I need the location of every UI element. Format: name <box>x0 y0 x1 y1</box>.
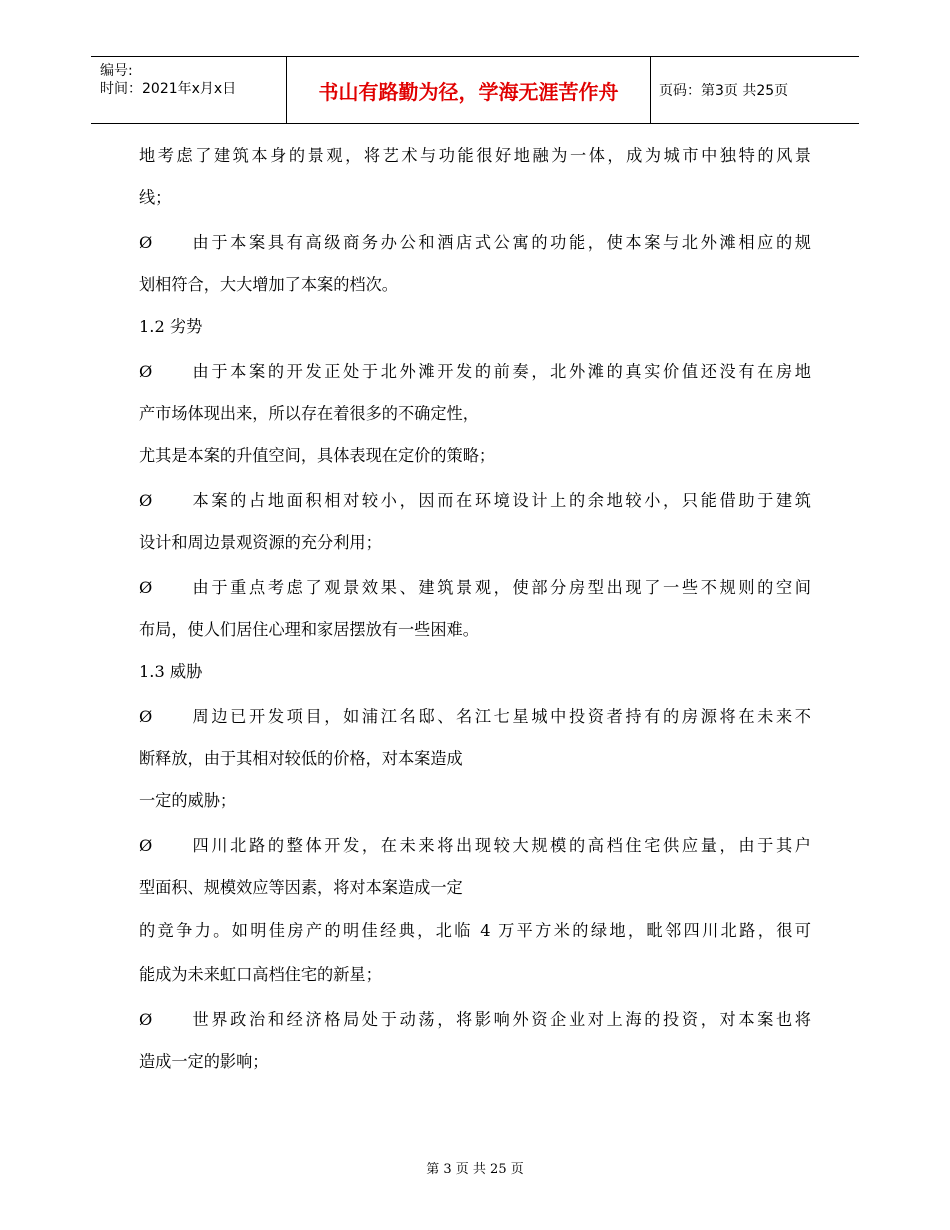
body-line: 产市场体现出来，所以存在着很多的不确定性， <box>139 404 479 423</box>
body-line: Ø 周边已开发项目，如浦江名邸、名江七星城中投资者持有的房源将在未来不 <box>139 707 811 726</box>
header-motto: 书山有路勤为径，学海无涯苦作舟 <box>318 79 619 104</box>
body-line: Ø 由于本案的开发正处于北外滩开发的前奏，北外滩的真实价值还没有在房地 <box>139 362 811 381</box>
header-page-cell <box>650 57 859 123</box>
body-line: 线； <box>139 188 172 207</box>
header-meta <box>91 57 286 123</box>
body-line: Ø 由于本案具有高级商务办公和酒店式公寓的功能，使本案与北外滩相应的规 <box>139 233 811 252</box>
header-motto-cell <box>286 57 651 123</box>
body-line: 划相符合，大大增加了本案的档次。 <box>139 275 398 294</box>
body-line: 尤其是本案的升值空间，具体表现在定价的策略； <box>139 446 496 465</box>
body-line: Ø 由于重点考虑了观景效果、建筑景观，使部分房型出现了一些不规则的空间 <box>139 578 811 597</box>
body-line: 断释放，由于其相对较低的价格，对本案造成 <box>139 749 463 768</box>
header-page-info: 页码：第3页 共25页 <box>659 83 789 99</box>
body-line: Ø 世界政治和经济格局处于动荡，将影响外资企业对上海的投资，对本案也将 <box>139 1010 811 1029</box>
body-line: 型面积、规模效应等因素，将对本案造成一定 <box>139 878 463 897</box>
document-number-label: 编号: <box>100 63 133 79</box>
page-footer: 第 3 页 共 25 页 <box>426 1162 524 1177</box>
section-heading: 1.2 劣势 <box>139 317 203 336</box>
body-line: 一定的威胁； <box>139 791 237 810</box>
page-header <box>91 56 859 124</box>
section-heading: 1.3 威胁 <box>139 662 203 681</box>
body-line: 设计和周边景观资源的充分利用； <box>139 533 382 552</box>
body-line: 造成一定的影响； <box>139 1052 269 1071</box>
document-time-label: 时间：2021年x月x日 <box>100 81 237 97</box>
body-line: Ø 本案的占地面积相对较小，因而在环境设计上的余地较小，只能借助于建筑 <box>139 491 811 510</box>
body-line: 布局，使人们居住心理和家居摆放有一些困难。 <box>139 620 479 639</box>
body-line: 的竞争力。如明佳房产的明佳经典，北临 4 万平方米的绿地，毗邻四川北路，很可 <box>139 921 811 940</box>
body-line: Ø 四川北路的整体开发，在未来将出现较大规模的高档住宅供应量，由于其户 <box>139 836 811 855</box>
body-line: 地考虑了建筑本身的景观，将艺术与功能很好地融为一体，成为城市中独特的风景 <box>139 146 811 165</box>
body-line: 能成为未来虹口高档住宅的新星； <box>139 965 382 984</box>
